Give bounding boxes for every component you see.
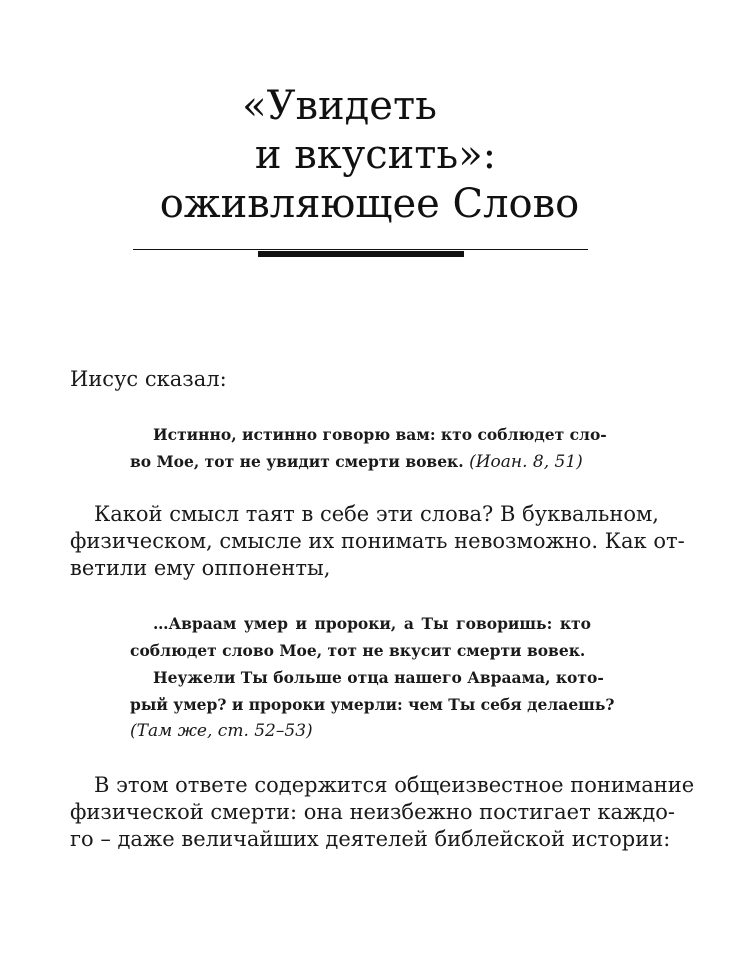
paragraph1-line-1: Какой смысл таят в себе эти слова? В буквальном,: [94, 502, 659, 526]
quote1-line-2-text: во Мое, тот не увидит смерти вовек.: [130, 452, 464, 471]
chapter-title: [0, 82, 739, 229]
paragraph1-line-2: физическом, смысле их понимать невозможно. Как от-: [70, 529, 685, 553]
quote1-reference: (Иоан. 8, 51): [469, 452, 583, 472]
paragraph2-line-1: В этом ответе содержится общеизвестное понимание: [94, 773, 695, 797]
scripture-quote-2: [130, 610, 615, 745]
quote1-line-1: Истинно, истинно говорю вам: кто соблюдет сло-: [153, 425, 607, 444]
title-divider-thick: [258, 251, 464, 257]
paragraph-2: [70, 772, 695, 853]
paragraph2-line-2: физической смерти: она неизбежно постигает каждо-: [70, 800, 676, 824]
chapter-title-line-3: оживляющее Слово: [159, 181, 580, 227]
quote2-line-1: …Авраам умер и пророки, а Ты говоришь: кто: [153, 614, 591, 633]
quote2-line-2: соблюдет слово Мое, тот не вкусит смерти вовек.: [130, 641, 586, 660]
quote1-line-2: [130, 448, 591, 476]
intro-line: Иисус сказал:: [70, 367, 227, 391]
chapter-title-line-1: «Увидеть: [242, 83, 437, 129]
quote2-reference: (Там же, ст. 52–53): [130, 721, 313, 741]
quote2-line-4: рый умер? и пророки умерли: чем Ты себя делаешь?: [130, 695, 615, 714]
paragraph2-line-3: го – даже величайших деятелей библейской истории:: [70, 827, 671, 851]
paragraph-1: [70, 501, 685, 582]
scripture-quote-1: [130, 421, 607, 476]
title-divider-thin: [133, 249, 588, 250]
quote2-line-3: Неужели Ты больше отца нашего Авраама, кото-: [153, 668, 604, 687]
chapter-title-line-2: и вкусить»:: [254, 132, 497, 178]
intro-text: [70, 366, 650, 393]
paragraph1-line-3: ветили ему оппоненты,: [70, 556, 331, 580]
